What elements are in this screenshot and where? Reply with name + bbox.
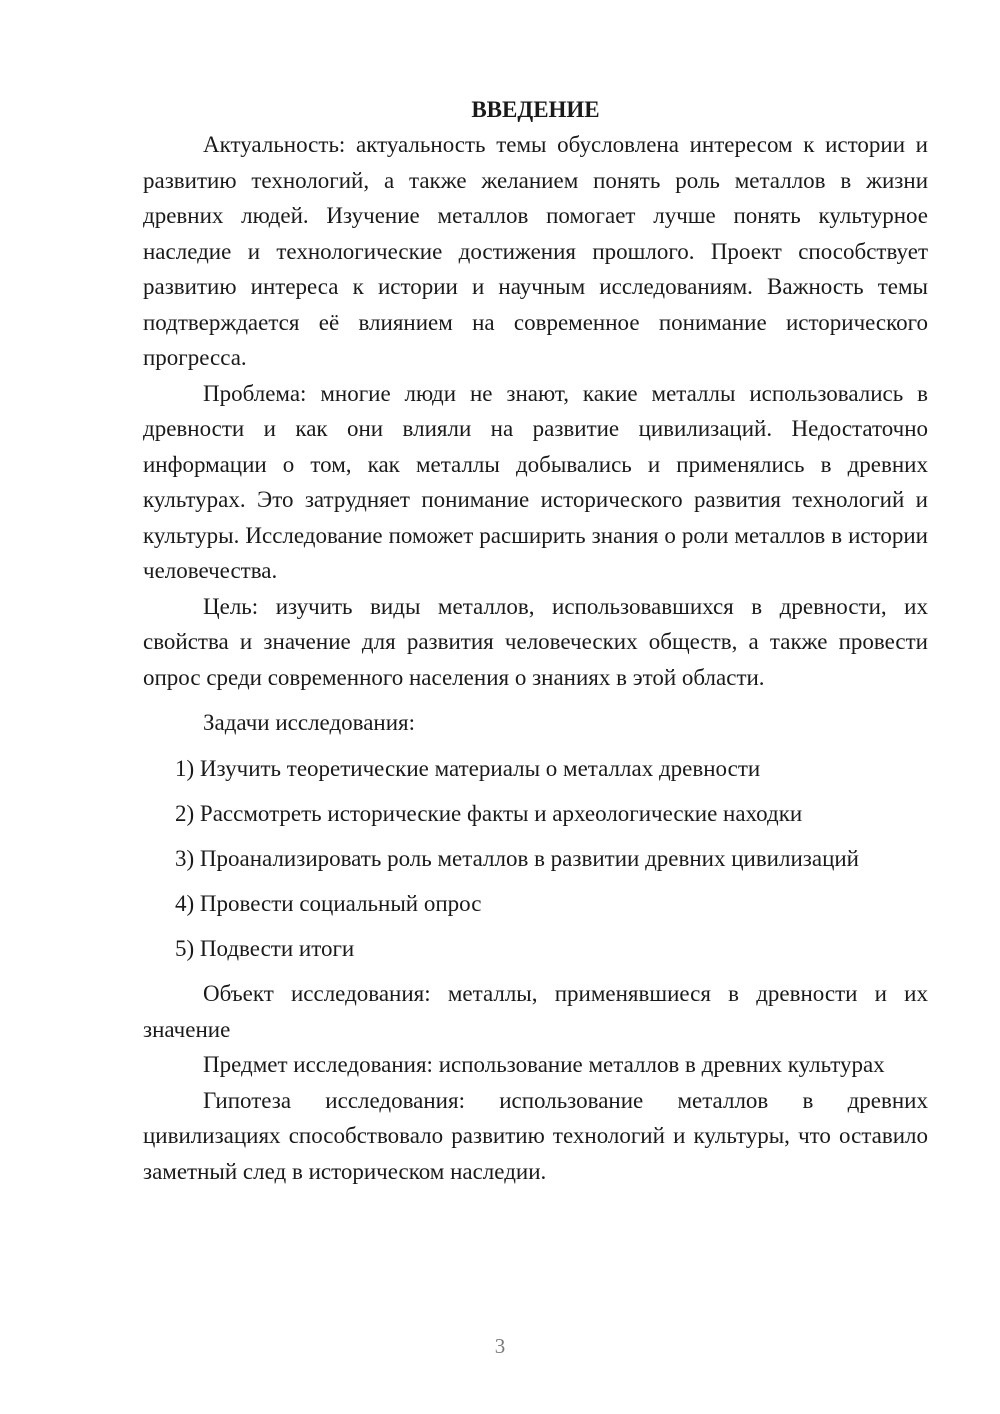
paragraph-goal: Цель: изучить виды металлов, использовавшихся в древности, их свойства и значение для развития человеческих обществ, а также провести опрос среди современного населения о знаниях в этой области.: [143, 593, 928, 690]
paragraph-object: Объект исследования: металлы, применявшиеся в древности и их значение: [143, 981, 928, 1042]
list-item-task-5: 5) Подвести итоги: [175, 935, 355, 961]
paragraph-relevance: Актуальность: актуальность темы обусловлена интересом к истории и развитию технологий, а также желанием понять роль металлов в жизни древних людей. Изучение металлов помогает лучше понять культурное наследие и технологические достижения прошлого. Проект способствует развитию интереса к истории и научным исследованиям. Важность темы подтверждается её влиянием на современное понимание исторического прогресса.: [143, 132, 928, 370]
page-content: [143, 92, 928, 1189]
tasks-heading: Задачи исследования:: [203, 710, 416, 735]
page-number: 3: [494, 1334, 506, 1358]
paragraph-hypothesis: Гипотеза исследования: использование металлов в древних цивилизациях способствовало развитию технологий и культуры, что оставило заметный след в историческом наследии.: [143, 1087, 928, 1184]
list-item-task-2: 2) Рассмотреть исторические факты и археологические находки: [175, 800, 803, 826]
tasks-list: [143, 751, 928, 967]
list-item-task-4: 4) Провести социальный опрос: [175, 890, 482, 916]
list-item-task-1: 1) Изучить теоретические материалы о металлах древности: [175, 755, 761, 781]
paragraph-subject: Предмет исследования: использование металлов в древних культурах: [203, 1052, 885, 1077]
list-item-task-3: 3) Проанализировать роль металлов в развитии древних цивилизаций: [175, 845, 859, 871]
paragraph-problem: Проблема: многие люди не знают, какие металлы использовались в древности и как они влияли на развитие цивилизаций. Недостаточно информации о том, как металлы добывались и применялись в древних культурах. Это затрудняет понимание исторического развития технологий и культуры. Исследование поможет расширить знания о роли металлов в истории человечества.: [143, 380, 928, 583]
page-title: ВВЕДЕНИЕ: [471, 97, 600, 122]
